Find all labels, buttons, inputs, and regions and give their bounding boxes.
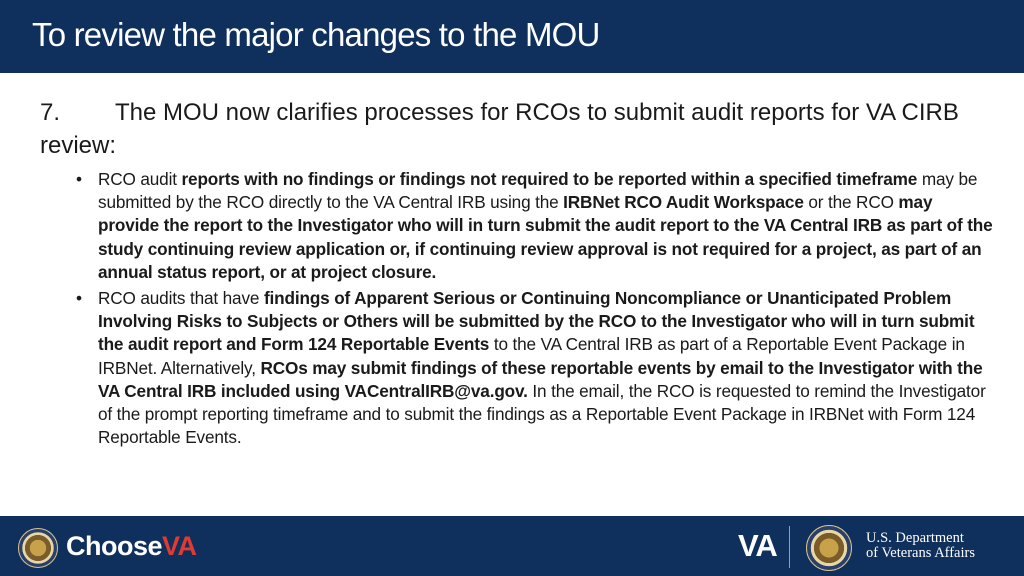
department-name — [866, 531, 975, 561]
department-name-line1: U.S. Department — [866, 530, 964, 546]
bullet-marker: • — [76, 288, 82, 309]
choose-va-text: VA — [162, 531, 197, 561]
intro-paragraph — [40, 96, 995, 162]
choose-text: Choose — [66, 531, 163, 561]
bold-text-segment: reports with no findings or findings not required to be reported within a specified timeframe — [181, 169, 918, 189]
choose-va-logo — [66, 531, 197, 562]
bullet-item — [76, 287, 995, 449]
bold-text-segment: RCOs may submit findings of these reportable events by email to the Investigator with the VA Central IRB included using VACentralIRB@va.gov. — [98, 357, 983, 401]
item-number: 7. — [40, 99, 61, 126]
title-bar — [0, 0, 1024, 73]
slide-body — [40, 96, 995, 452]
va-logo: VA — [738, 528, 777, 563]
intro-text: The MOU now clarifies processes for RCOs to submit audit reports for VA CIRB review: — [40, 99, 959, 159]
bold-text-segment: IRBNet RCO Audit Workspace — [563, 192, 804, 213]
bullet-list — [40, 168, 995, 449]
text-segment: to the VA Central IRB as part of a Reportable Event Package in IRBNet. Alternatively, — [98, 334, 965, 378]
text-segment: RCO audit — [98, 169, 182, 189]
department-seal-icon — [806, 525, 852, 571]
slide-title: To review the major changes to the MOU — [32, 16, 600, 53]
footer-divider — [789, 526, 790, 568]
bullet-marker: • — [76, 169, 82, 189]
department-name-line2: of Veterans Affairs — [866, 545, 975, 561]
text-segment: or the RCO — [803, 192, 899, 213]
text-segment: In the email, the RCO is requested to remind the Investigator of the prompt reporting timeframe and to submit the findings as a Reportable Event Package in IRBNet with Form 124 Reportable Events. — [98, 380, 986, 448]
text-segment: RCO audits that have — [98, 288, 264, 309]
bold-text-segment: findings of Apparent Serious or Continuing Noncompliance or Unanticipated Problem Involving Risks to Subjects or Others will be submitted by the RCO to the Investigator who will in turn submit the audit report and Form 124 Reportable Events — [98, 288, 975, 355]
text-segment: may be submitted by the RCO directly to the VA Central IRB using the — [98, 169, 978, 213]
bold-text-segment: may provide the report to the Investigator who will in turn submit the audit report to the VA Central IRB as part of the study continuing review application or, if continuing review approval is not required for a project, as part of an annual status report, or at project closure. — [98, 192, 993, 282]
va-seal-icon — [18, 528, 58, 568]
bullet-item — [76, 168, 995, 284]
